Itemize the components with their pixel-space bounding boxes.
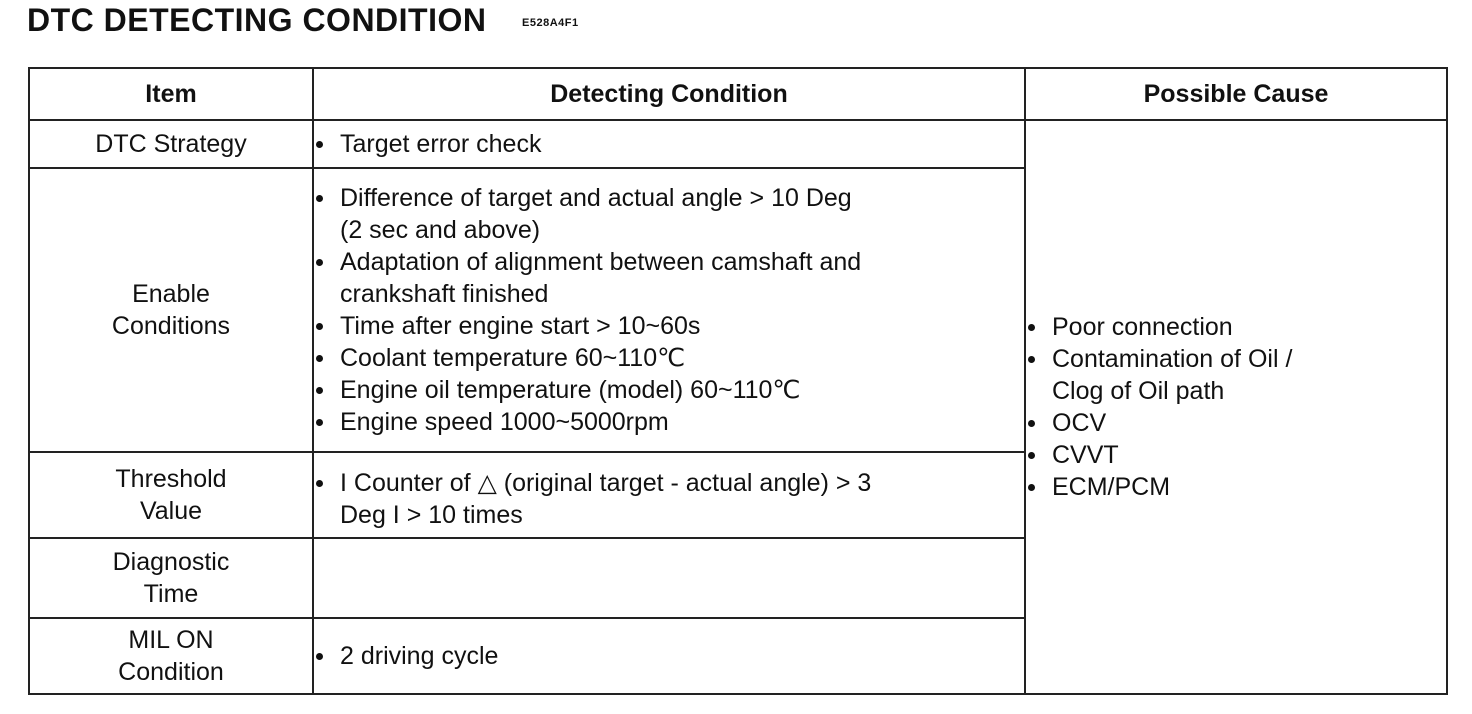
header-possible-cause: Possible Cause — [1025, 68, 1447, 120]
condition-cell — [313, 120, 1025, 168]
condition-item: I Counter of △ (original target - actual angle) > 3 Deg I > 10 times — [314, 467, 914, 531]
table-header-row — [29, 68, 1447, 120]
condition-list — [314, 182, 874, 438]
cause-item: OCV — [1026, 407, 1326, 439]
page-title: DTC DETECTING CONDITION — [27, 2, 487, 38]
condition-cell — [313, 168, 1025, 452]
dtc-table — [28, 67, 1448, 695]
item-cell — [29, 168, 313, 452]
item-cell — [29, 120, 313, 168]
cause-item: CVVT — [1026, 439, 1326, 471]
possible-cause-cell — [1025, 120, 1447, 694]
condition-cell — [313, 618, 1025, 694]
condition-cell — [313, 538, 1025, 618]
condition-list — [314, 459, 914, 531]
item-cell — [29, 538, 313, 618]
condition-list — [314, 640, 1024, 672]
cause-item: ECM/PCM — [1026, 471, 1326, 503]
item-label: Threshold Value — [115, 465, 227, 525]
header-detecting-condition: Detecting Condition — [313, 68, 1025, 120]
item-label: Diagnostic Time — [112, 548, 230, 608]
item-cell — [29, 452, 313, 538]
condition-item: 2 driving cycle — [314, 640, 1024, 672]
item-label: MIL ON Condition — [118, 626, 224, 686]
cause-item: Contamination of Oil / Clog of Oil path — [1026, 343, 1326, 407]
document-code: E528A4F1 — [522, 17, 579, 29]
table-row — [29, 120, 1447, 168]
condition-list — [314, 128, 1024, 160]
condition-item: Target error check — [314, 128, 1024, 160]
condition-item: Engine oil temperature (model) 60~110℃ — [314, 374, 874, 406]
condition-cell — [313, 452, 1025, 538]
condition-item: Coolant temperature 60~110℃ — [314, 342, 874, 374]
item-label: DTC Strategy — [95, 130, 247, 158]
condition-item: Adaptation of alignment between camshaft and crankshaft finished — [314, 246, 874, 310]
cause-item: Poor connection — [1026, 311, 1326, 343]
condition-item: Difference of target and actual angle > 10 Deg (2 sec and above) — [314, 182, 874, 246]
condition-item: Time after engine start > 10~60s — [314, 310, 874, 342]
item-cell — [29, 618, 313, 694]
possible-cause-list — [1026, 311, 1326, 503]
condition-item: Engine speed 1000~5000rpm — [314, 406, 874, 438]
item-label: Enable Conditions — [111, 280, 231, 340]
header-item: Item — [29, 68, 313, 120]
